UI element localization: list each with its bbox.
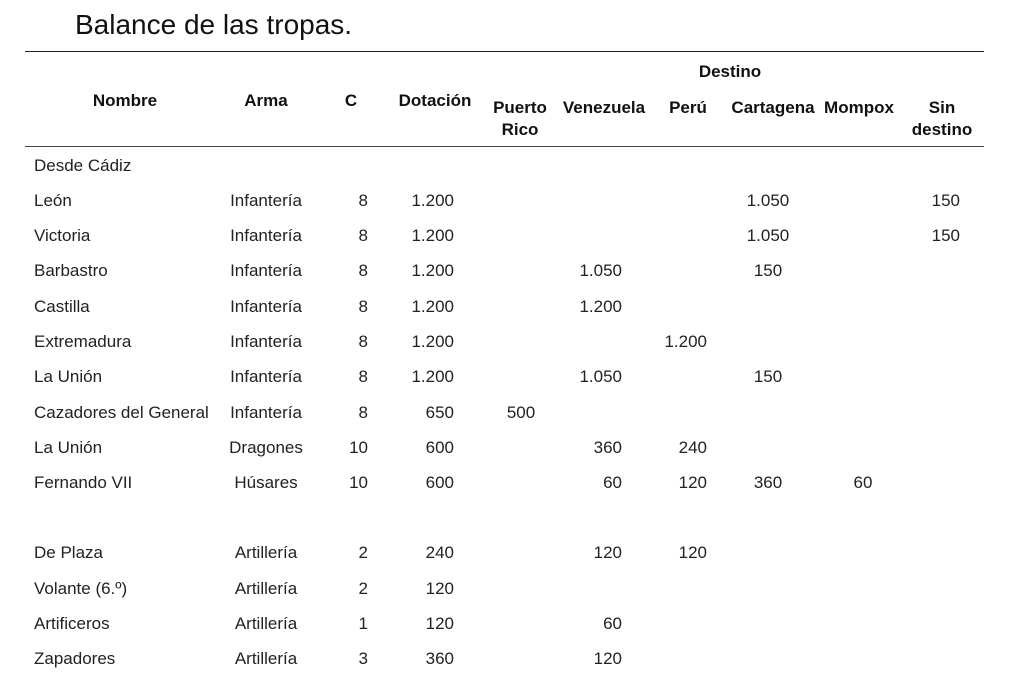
cell-c: 8 xyxy=(358,191,368,210)
cell-nombre: Volante (6.º) xyxy=(34,579,128,598)
cell-dotacion: 1.200 xyxy=(411,332,454,351)
header-mompox: Mompox xyxy=(824,98,894,117)
cell-dotacion: 360 xyxy=(425,649,454,668)
cell-dotacion: 1.200 xyxy=(411,367,454,386)
header-dotacion: Dotación xyxy=(398,91,472,110)
cell-dotacion: 1.200 xyxy=(411,297,454,316)
cell-arma: Infantería xyxy=(230,403,302,422)
cell-venezuela: 1.050 xyxy=(579,367,622,386)
cell-dotacion: 600 xyxy=(425,438,454,457)
cell-nombre: La Unión xyxy=(34,367,103,386)
cell-c: 10 xyxy=(349,473,368,492)
header-venezuela: Venezuela xyxy=(562,98,646,117)
cell-arma: Artillería xyxy=(234,579,298,598)
header-peru: Perú xyxy=(669,98,707,117)
header-puerto-rico-line2: Rico xyxy=(501,120,539,139)
cell-mompox: 60 xyxy=(853,473,873,492)
cell-arma: Artillería xyxy=(234,543,298,562)
cell-c: 8 xyxy=(358,297,368,316)
cell-dotacion: 120 xyxy=(425,614,454,633)
cell-arma: Dragones xyxy=(229,438,303,457)
cell-arma: Infantería xyxy=(230,261,302,280)
cell-c: 10 xyxy=(349,438,368,457)
cell-nombre: Cazadores del General xyxy=(34,403,209,422)
header-nombre: Nombre xyxy=(92,91,158,110)
header-rule xyxy=(25,146,984,147)
cell-venezuela: 120 xyxy=(593,543,622,562)
cell-dotacion: 1.200 xyxy=(411,226,454,245)
cell-dotacion: 1.200 xyxy=(411,261,454,280)
cell-arma: Artillería xyxy=(234,614,298,633)
cell-arma: Infantería xyxy=(230,332,302,351)
cell-dotacion: 1.200 xyxy=(411,191,454,210)
cell-arma: Artillería xyxy=(234,649,298,668)
header-arma: Arma xyxy=(244,91,288,110)
cell-nombre: Extremadura xyxy=(34,332,132,351)
cell-nombre: Fernando VII xyxy=(34,473,133,492)
cell-arma: Infantería xyxy=(230,367,302,386)
cell-nombre: León xyxy=(34,191,72,210)
header-c: C xyxy=(344,91,358,110)
cell-c: 8 xyxy=(358,261,368,280)
cell-nombre: Barbastro xyxy=(34,261,108,280)
cell-c: 8 xyxy=(358,332,368,351)
cell-peru: 1.200 xyxy=(664,332,707,351)
cell-puerto-rico: 500 xyxy=(506,403,536,422)
cell-venezuela: 1.200 xyxy=(579,297,622,316)
cell-arma: Infantería xyxy=(230,297,302,316)
cell-c: 3 xyxy=(358,649,368,668)
header-sin-destino-line1: Sin xyxy=(928,98,956,117)
section-label: Desde Cádiz xyxy=(34,156,132,175)
cell-cartagena: 360 xyxy=(753,473,783,492)
cell-c: 2 xyxy=(358,579,368,598)
cell-arma: Húsares xyxy=(234,473,298,492)
cell-nombre: Artificeros xyxy=(34,614,110,633)
cell-c: 8 xyxy=(358,226,368,245)
cell-c: 1 xyxy=(358,614,368,633)
cell-peru: 240 xyxy=(678,438,707,457)
cell-cartagena: 1.050 xyxy=(746,226,790,245)
header-destino-group: Destino xyxy=(698,62,762,81)
cell-venezuela: 120 xyxy=(593,649,622,668)
cell-dotacion: 120 xyxy=(425,579,454,598)
cell-cartagena: 1.050 xyxy=(746,191,790,210)
cell-sin-destino: 150 xyxy=(931,191,960,210)
cell-c: 2 xyxy=(358,543,368,562)
cell-c: 8 xyxy=(358,403,368,422)
cell-dotacion: 240 xyxy=(425,543,454,562)
cell-nombre: La Unión xyxy=(34,438,103,457)
header-puerto-rico xyxy=(486,97,554,141)
cell-dotacion: 600 xyxy=(425,473,454,492)
cell-dotacion: 650 xyxy=(425,403,454,422)
cell-arma: Infantería xyxy=(230,226,302,245)
cell-nombre: Zapadores xyxy=(34,649,116,668)
top-rule xyxy=(25,51,984,52)
cell-arma: Infantería xyxy=(230,191,302,210)
cell-venezuela: 1.050 xyxy=(579,261,622,280)
header-cartagena: Cartagena xyxy=(731,98,815,117)
cell-c: 8 xyxy=(358,367,368,386)
cell-nombre: Castilla xyxy=(34,297,90,316)
cell-nombre: Victoria xyxy=(34,226,91,245)
cell-peru: 120 xyxy=(678,543,707,562)
cell-peru: 120 xyxy=(678,473,707,492)
header-puerto-rico-line1: Puerto xyxy=(493,98,547,117)
cell-venezuela: 60 xyxy=(603,473,622,492)
header-sin-destino-line2: destino xyxy=(911,120,973,139)
cell-venezuela: 60 xyxy=(603,614,622,633)
header-sin-destino xyxy=(906,97,978,141)
cell-sin-destino: 150 xyxy=(931,226,960,245)
cell-venezuela: 360 xyxy=(593,438,622,457)
cell-cartagena: 150 xyxy=(753,367,783,386)
cell-nombre: De Plaza xyxy=(34,543,103,562)
page-title: Balance de las tropas. xyxy=(75,9,353,40)
cell-cartagena: 150 xyxy=(753,261,783,280)
